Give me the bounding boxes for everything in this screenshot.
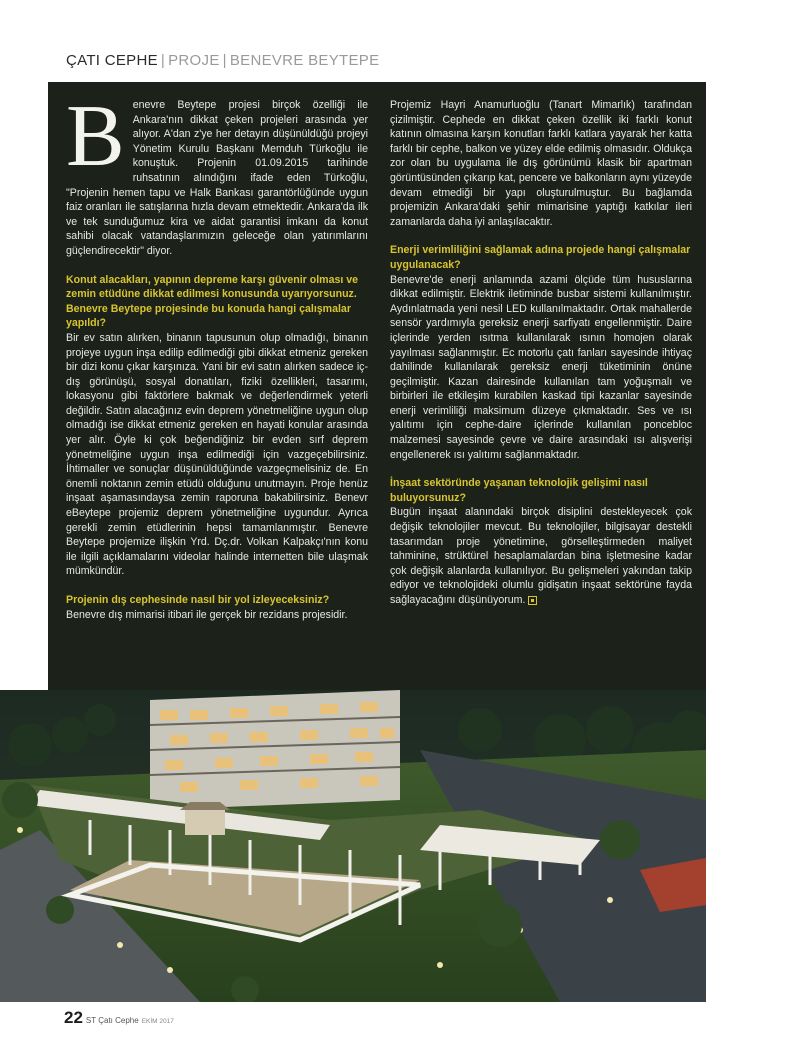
page-number: 22 [64,1008,83,1027]
magazine-name: ST Çatı Cephe [85,1016,139,1025]
answer-2-text-continued: Projemiz Hayri Anamurluoğlu (Tanart Mimarlık) tarafından çizilmiştir. Cephede en dikkat çeken özellik iki farklı konut katının olmasına karşın konutları farklı katlara yayarak her katta farklı bir cephe, balkon ve yüzey elde edilmiş olmasıdır. Oldukça zor olan bu uygulama ile dış görünümü klasik bir apartman görüntüsünden çıkarıp kat, pencere ve balkonların aynı yüzeyde devam etmediği bir yapı oluşturulmuştur. Bu bağlamda projemizin Ankara'daki şehir mimarisine yaptığı katkılar ileri zamanlarda daha iyi anlaşılacaktır. [390,99,692,228]
project-title: BENEVRE BEYTEPE [229,52,380,69]
answer-3: Benevre'de enerji anlamında azami ölçüde tüm hususlarına dikkat edilmiştir. Elektrik iletiminde busbar sistemi kullanılmıştır. Aydınlatmada yeni nesil LED kullanılmaktadır. Ortak mahallerde sensör yardımıyla gereksiz enerji sarfiyatı engellenmiştir. Daire içlerinde yerden ısıtma kullanılarak ısının homojen olarak yayılması sağlanmıştır. Ec motorlu çatı fanları sayesinde ihtiyaç dahilinde kullanılarak gereksiz enerji tüketiminin önüne geçilmiştir. Kazan dairesinde kullanılan tam yoğuşmalı ve birbirleri ile etkileşim kurabilen kaskad tipi kazanlar sayesinde enerji verimliliği maksimum düzeye çıkmaktadır. Ses ve ısı yalıtımı için cephe-daire içlerinde kullanılan poncebloc malzemesi sayesinde çevre ve daire arasındaki ısı alışverişi engellenerek ısı yalıtımı sağlanmaktadır. [390,273,692,461]
section-title: ÇATI CEPHE [66,52,158,69]
answer-2 [66,608,368,623]
question-1: Konut alacakları, yapının depreme karşı güvenir olması ve zemin etüdüne dikkat edilmesi konusunda uyarıyorsunuz. Benevre Beytepe projesinde bu konuda hangi çalışmalar yapıldı? [66,273,359,330]
header-separator: | [160,52,166,69]
answer-2-text: Benevre dış mimarisi itibari ile gerçek bir rezidans projesidir. [66,608,348,621]
drop-cap: B [66,88,125,185]
page-footer [64,1008,174,1028]
answer-2-continued [390,98,692,229]
answer-4-text: Bugün inşaat alanındaki birçok disiplini destekleyecek çok değişik teknolojiler mevcut. Bu teknolojiler, bilgisayar destekli tasarımdan proje yönetimine, görselleştirmeden maliyet tahminine, strüktürel hesaplamalardan bina işletmesine kadar çok değişik alanlarda kullanılıyor. Bu gelişmeleri yakından takip ediyor ve teknolojideki olumlu gidişatın inşaat sektörüne fayda sağlayacağını düşünüyorum. [390,506,692,606]
page-header [66,52,379,72]
question-4: İnşaat sektöründe yaşanan teknolojik gelişimi nasıl buluyorsunuz? [390,477,648,504]
intro-paragraph [66,88,368,259]
end-of-article-icon [528,596,537,605]
category-title: PROJE [168,52,220,69]
issue-date: EKİM 2017 [141,1018,174,1025]
header-separator-2: | [222,52,227,69]
answer-4 [390,505,692,607]
intro-text: enevre Beytepe projesi birçok özelliği ile Ankara'nın dikkat çeken projeleri arasında yer alıyor. A'dan z'ye her detayın düşünüldüğü projeyi Yönetim Kurulu Başkanı Memduh Türkoğlu ile konuştuk. Projenin 01.09.2015 tarihinde ruhsatının alındığını ifade eden Türkoğlu, "Projenin hemen tapu ve Halk Bankası garantörlüğünde uygun faiz oranları ile satışlarına hızla devam etmektedir. Ankara'da ilk ve tek sunduğumuz kira ve aidat garantisi imkanı da konut sahibi olacak vatandaşlarımızın geleceğe olan yatırımlarını güçlendirecektir" diyor. [66,99,368,257]
question-2: Projenin dış cephesinde nasıl bir yol izleyeceksiniz? [66,594,330,606]
answer-1: Bir ev satın alırken, binanın tapusunun olup olmadığı, binanın projeye uygun inşa edilip edilmediği gibi dikkat etmeniz gereken bir dizi konu çıkar karşınıza. Yani bir evi satın alırken sadece iç-dış görünüşü, sosyal donatıları, fiziki özellikleri, tasarımı, lokasyonu gibi faktörlere bakmak ve değerlendirmek yeterli değildir. Satın alacağınız evin deprem yönetmeliğine uygun olup olmadığı ise dikkat etmeniz gereken en hayati konular arasında yer alır. Öyle ki çok beğendiğiniz bir evden sırf deprem yönetmeliğine uygun inşa edilmediği için vazgeçebilirsiniz. İhtimaller ve sonuçlar düşünüldüğünde vazgeçmelisiniz de. En önemli noktanın zemin etüdü olduğunu unutmayın. Proje henüz inşaat aşamasındaysa zemin raporuna bakabilirsiniz. Benevr eBeytepe projemiz deprem yönetmeliğine uygundur. Ayrıca gerekli zemin etüdlerinin hepsi tamamlanmıştır. Benevre Beytepe projemize ilişkin Yrd. Dç.dr. Volkan Kalpakçı'nın konu ile ilgili açıklamalarını videolar halinde internetten bile ulaşmak mümkündür. [66,331,368,578]
article-column-right [390,98,692,608]
project-rendering-image [0,690,706,1002]
question-3: Enerji verimliliğini sağlamak adına projede hangi çalışmalar uygulanacak? [390,244,691,271]
article-column-left [66,88,368,622]
